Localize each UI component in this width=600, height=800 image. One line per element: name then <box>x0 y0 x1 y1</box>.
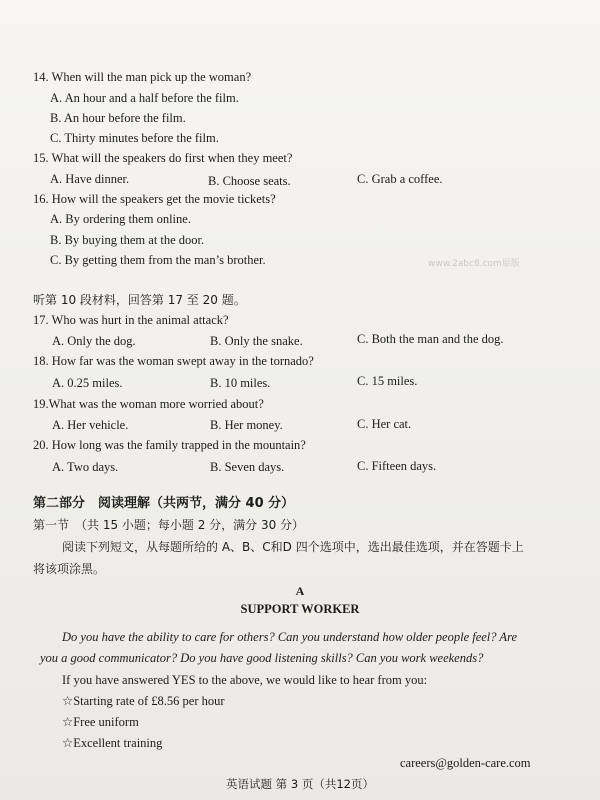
reading-instruction-line-1: 阅读下列短文，从每题所给的 A、B、C和D 四个选项中，选出最佳选项，并在答题卡上 <box>62 540 524 554</box>
q20-option-c: C. Fifteen days. <box>357 459 437 473</box>
benefit-free-uniform: ☆Free uniform <box>62 715 139 729</box>
q16-option-b: B. By buying them at the door. <box>50 233 205 247</box>
intro-line-1: Do you have the ability to care for others? Can you understand how older people feel? Are <box>62 630 518 644</box>
q19-option-a: A. Her vehicle. <box>52 418 129 432</box>
q19-option-c: C. Her cat. <box>357 417 412 431</box>
intro-line-2: you a good communicator? Do you have good listening skills? Can you work weekends? <box>40 651 484 665</box>
q20-option-b: B. Seven days. <box>210 460 285 474</box>
part-two-title: 第二部分 阅读理解（共两节，满分 40 分） <box>33 496 295 511</box>
question-17: 17. Who was hurt in the animal attack? <box>33 313 229 327</box>
q15-option-a: A. Have dinner. <box>50 172 130 186</box>
passage-title: SUPPORT WORKER <box>240 602 360 616</box>
q19-option-b: B. Her money. <box>210 418 283 432</box>
question-16: 16. How will the speakers get the movie tickets? <box>33 192 276 206</box>
benefit-starting-rate: ☆Starting rate of £8.56 per hour <box>62 694 225 708</box>
contact-email: careers@golden-care.com <box>400 756 531 770</box>
page-footer: 英语试题 第 3 页（共12页） <box>226 777 374 791</box>
reading-instruction-line-2: 将该项涂黑。 <box>33 562 106 576</box>
intro-line-3: If you have answered YES to the above, we would like to hear from you: <box>62 673 428 687</box>
question-14: 14. When will the man pick up the woman? <box>33 70 252 84</box>
q15-option-b: B. Choose seats. <box>208 174 291 188</box>
q17-option-b: B. Only the snake. <box>210 334 303 348</box>
q16-option-a: A. By ordering them online. <box>50 212 191 226</box>
question-15: 15. What will the speakers do first when they meet? <box>33 151 293 165</box>
q14-option-a: A. An hour and a half before the film. <box>50 91 239 105</box>
section-10-instruction: 听第 10 段材料，回答第 17 至 20 题。 <box>33 293 246 307</box>
q20-option-a: A. Two days. <box>52 460 119 474</box>
q18-option-c: C. 15 miles. <box>357 374 418 388</box>
q18-option-b: B. 10 miles. <box>210 376 271 390</box>
q14-option-b: B. An hour before the film. <box>50 111 186 125</box>
q14-option-c: C. Thirty minutes before the film. <box>50 131 219 145</box>
q17-option-c: C. Both the man and the dog. <box>357 332 504 346</box>
q15-option-c: C. Grab a coffee. <box>357 172 443 186</box>
q16-option-c: C. By getting them from the man’s brother. <box>50 253 266 267</box>
watermark-text: www.2abc8.com原版 <box>428 259 520 269</box>
q18-option-a: A. 0.25 miles. <box>52 376 123 390</box>
question-18: 18. How far was the woman swept away in the tornado? <box>33 354 314 368</box>
section-one-title: 第一节 （共 15 小题；每小题 2 分，满分 30 分） <box>33 518 305 532</box>
question-20: 20. How long was the family trapped in the mountain? <box>33 438 306 452</box>
passage-letter: A <box>295 584 305 598</box>
benefit-excellent-training: ☆Excellent training <box>62 736 163 750</box>
question-19: 19.What was the woman more worried about? <box>33 397 264 411</box>
q17-option-a: A. Only the dog. <box>52 334 136 348</box>
